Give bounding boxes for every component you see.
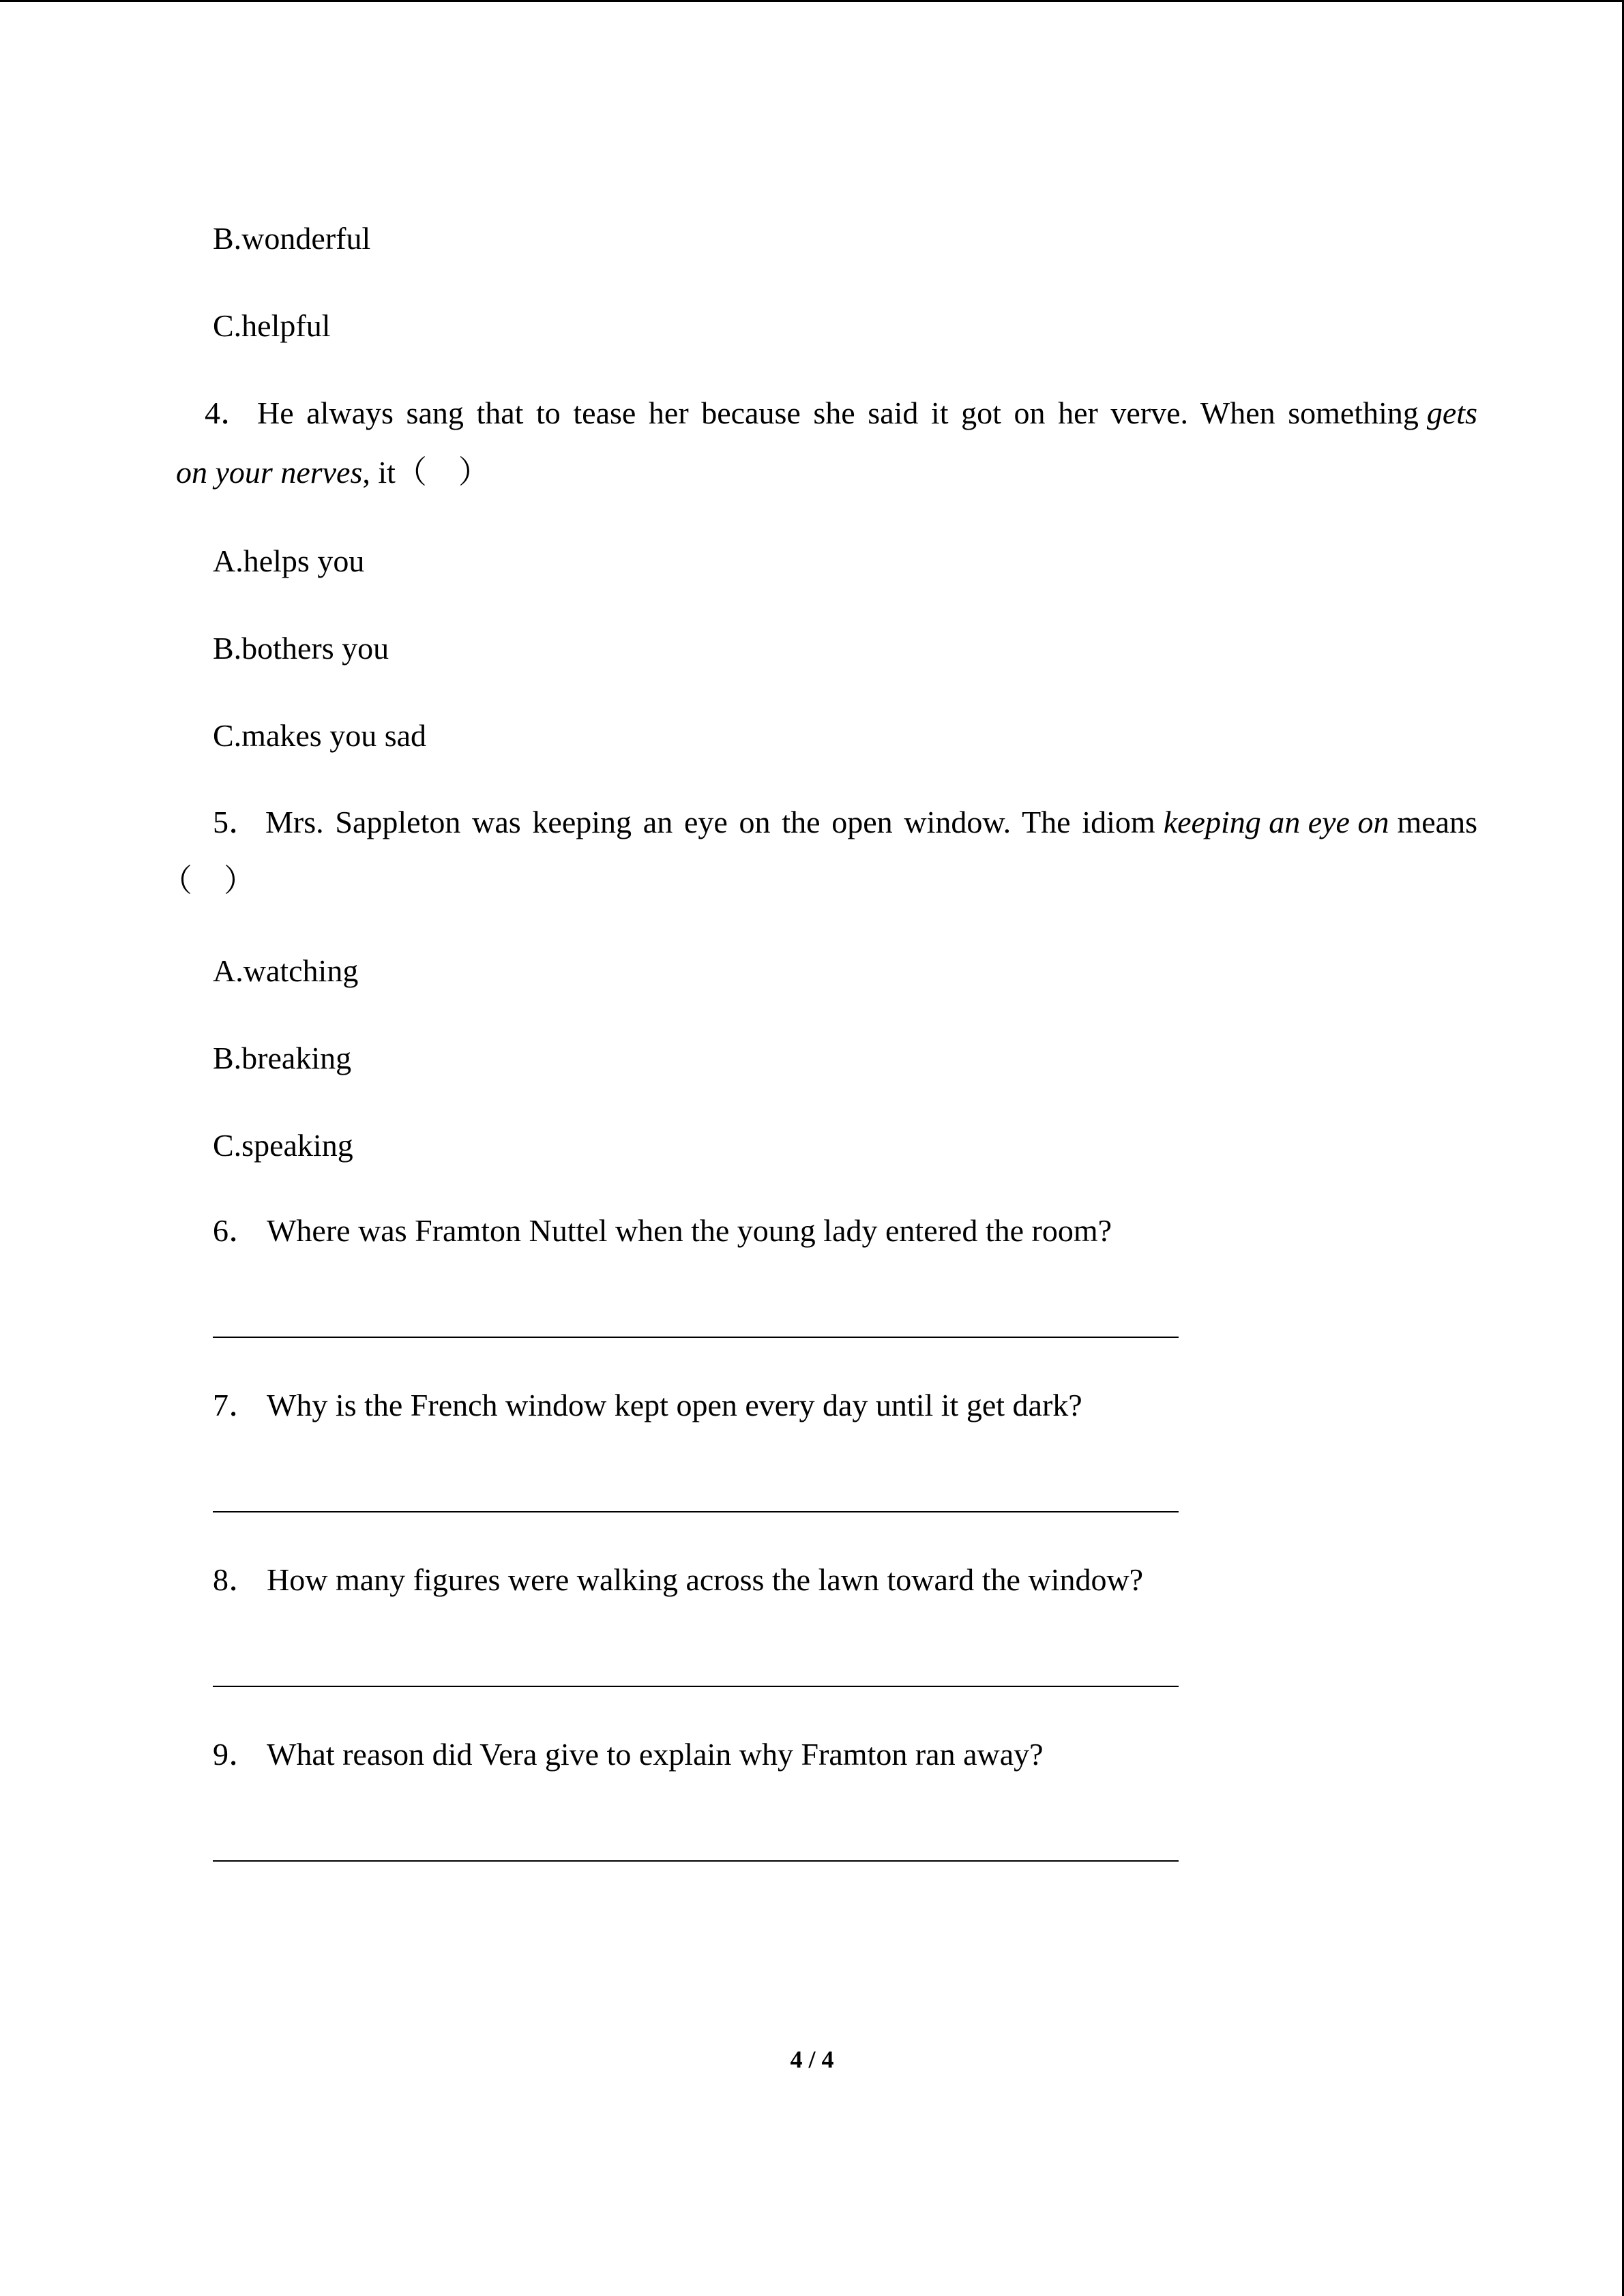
q4-option-a: A.helps you xyxy=(213,543,365,578)
q4-option-b: B.bothers you xyxy=(213,631,389,666)
q3-option-b: B.wonderful xyxy=(213,221,371,256)
q4-stem-italic: gets xyxy=(1426,396,1477,430)
q5-stem-line2: （ ） xyxy=(161,863,255,898)
q8-text: How many figures were walking across the lawn toward the window? xyxy=(267,1562,1144,1597)
q4-stem-end: , it（ ） xyxy=(362,455,490,490)
q7-question xyxy=(213,1390,1082,1421)
q5-number: 5． xyxy=(213,805,260,839)
q5-stem-line1 xyxy=(213,807,1477,838)
q5-option-a: A.watching xyxy=(213,953,359,988)
q4-stem-line2 xyxy=(176,457,490,488)
q5-option-c: C.speaking xyxy=(213,1128,353,1163)
q4-stem-text: He always sang that to tease her because she said it got on her verve. When something xyxy=(257,396,1419,430)
q4-number: 4． xyxy=(205,396,252,430)
page-number: 4 / 4 xyxy=(790,2046,834,2073)
q7-number: 7． xyxy=(213,1388,260,1422)
q6-answer-line[interactable] xyxy=(213,1337,1179,1338)
q8-number: 8． xyxy=(213,1562,260,1597)
q6-number: 6． xyxy=(213,1213,260,1248)
q5-option-b: B.breaking xyxy=(213,1041,352,1075)
q5-stem-text: Mrs. Sappleton was keeping an eye on the open window. The idiom xyxy=(265,805,1155,839)
q8-answer-line[interactable] xyxy=(213,1686,1179,1687)
q8-question xyxy=(213,1564,1143,1596)
q7-text: Why is the French window kept open every day until it get dark? xyxy=(267,1388,1082,1422)
q9-question xyxy=(213,1739,1044,1770)
q5-idiom: keeping an eye on xyxy=(1163,805,1389,839)
q9-number: 9． xyxy=(213,1737,260,1772)
q6-question xyxy=(213,1215,1112,1247)
q9-answer-line[interactable] xyxy=(213,1860,1179,1862)
q3-option-c: C.helpful xyxy=(213,308,331,343)
q4-idiom: on your nerves xyxy=(176,455,363,490)
q9-text: What reason did Vera give to explain why Framton ran away? xyxy=(267,1737,1044,1772)
q5-stem-end: means xyxy=(1397,805,1477,839)
q7-answer-line[interactable] xyxy=(213,1511,1179,1512)
q6-text: Where was Framton Nuttel when the young lady entered the room? xyxy=(267,1213,1112,1248)
q4-stem-line1 xyxy=(205,398,1477,429)
q4-option-c: C.makes you sad xyxy=(213,718,427,753)
